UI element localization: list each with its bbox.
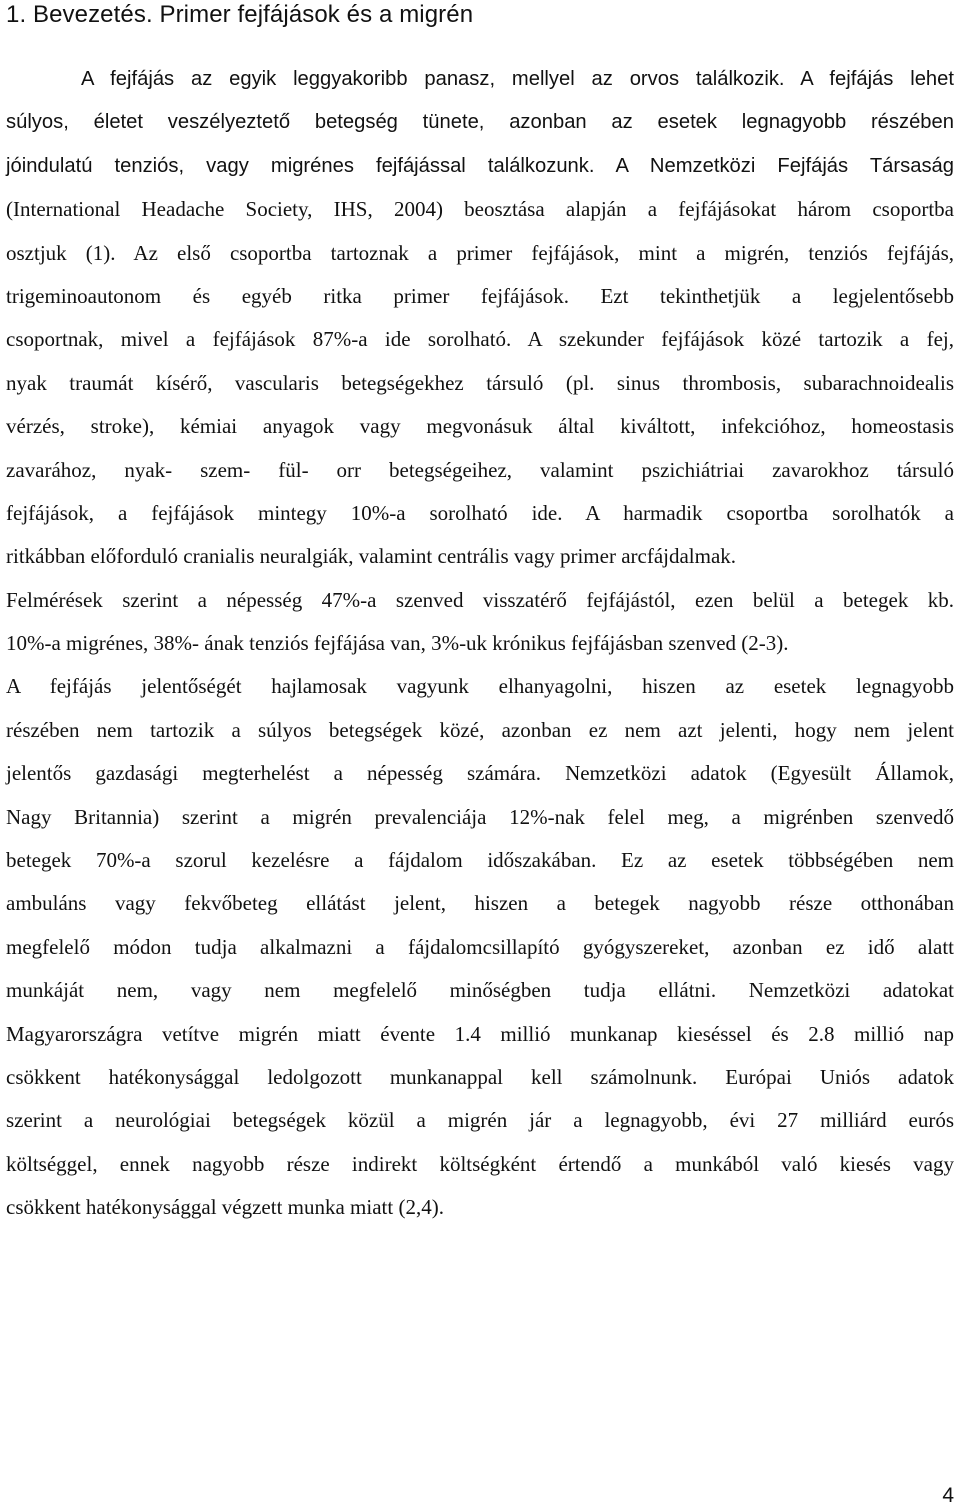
paragraph-line: súlyos, életet veszélyeztető betegség tünete, azonban az esetek legnagyobb részében (6, 111, 954, 134)
paragraph-line: 10%-a migrénes, 38%- ának tenziós fejfájása van, 3%-uk krónikus fejfájásban szenved (2-3). (6, 631, 789, 656)
paragraph-line: zavarához, nyak- szem- fül- orr betegségeihez, valamint pszichiátriai zavarokhoz társuló (6, 457, 954, 482)
paragraph-line: költséggel, ennek nagyobb része indirekt költségként értendő a munkából való kiesés vagy (6, 1151, 954, 1176)
page-number: 4 (942, 1484, 954, 1507)
paragraph-line: csoportnak, mivel a fejfájások 87%-a ide sorolható. A szekunder fejfájások közé tartozik a fej, (6, 327, 954, 352)
paragraph-line: munkáját nem, vagy nem megfelelő minőségben tudja ellátni. Nemzetközi adatokat (6, 978, 954, 1003)
paragraph-line: szerint a neurológiai betegségek közül a migrén jár a legnagyobb, évi 27 milliárd eurós (6, 1108, 954, 1133)
paragraph-line: (International Headache Society, IHS, 2004) beosztása alapján a fejfájásokat három csoportba (6, 197, 954, 222)
paragraph-line: nyak traumát kísérő, vascularis betegségekhez társuló (pl. sinus thrombosis, subarachnoidealis (6, 370, 954, 395)
section-heading: 1. Bevezetés. Primer fejfájások és a migrén (6, 1, 474, 28)
paragraph-line: ambuláns vagy fekvőbeteg ellátást jelent, hiszen a betegek nagyobb része otthonában (6, 891, 954, 916)
paragraph-line: jelentős gazdasági megterhelést a népesség számára. Nemzetközi adatok (Egyesült Államok, (6, 761, 954, 786)
paragraph-line: osztjuk (1). Az első csoportba tartoznak a primer fejfájások, mint a migrén, tenziós fejfájás, (6, 240, 954, 265)
paragraph-line: ritkábban előforduló cranialis neuralgiák, valamint centrális vagy primer arcfájdalmak. (6, 544, 737, 569)
paragraph-line: fejfájások, a fejfájások mintegy 10%-a sorolható ide. A harmadik csoportba sorolhatók a (6, 500, 954, 525)
paragraph-line: vérzés, stroke), kémiai anyagok vagy megvonásuk által kiváltott, infekcióhoz, homeostasis (6, 414, 954, 439)
paragraph-line: részében nem tartozik a súlyos betegségek közé, azonban ez nem azt jelenti, hogy nem jelent (6, 717, 954, 742)
paragraph-line: trigeminoautonom és egyéb ritka primer fejfájások. Ezt tekinthetjük a legjelentősebb (6, 283, 954, 308)
paragraph-line: Magyarországra vetítve migrén miatt évente 1.4 millió munkanap kieséssel és 2.8 millió nap (6, 1021, 954, 1046)
body-paragraph (6, 58, 954, 1230)
paragraph-line: megfelelő módon tudja alkalmazni a fájdalomcsillapító gyógyszereket, azonban ez idő alatt (6, 934, 954, 959)
paragraph-line: Felmérések szerint a népesség 47%-a szenved visszatérő fejfájástól, ezen belül a betegek kb. (6, 587, 954, 612)
paragraph-line: A fejfájás az egyik leggyakoribb panasz, mellyel az orvos találkozik. A fejfájás lehet (81, 68, 954, 90)
paragraph-line: A fejfájás jelentőségét hajlamosak vagyunk elhanyagolni, hiszen az esetek legnagyobb (6, 674, 954, 699)
paragraph-line: Nagy Britannia) szerint a migrén prevalenciája 12%-nak felel meg, a migrénben szenvedő (6, 804, 954, 829)
paragraph-line: csökkent hatékonysággal ledolgozott munkanappal kell számolnunk. Európai Uniós adatok (6, 1064, 954, 1089)
paragraph-line: csökkent hatékonysággal végzett munka miatt (2,4). (6, 1195, 444, 1220)
paragraph-line: jóindulatú tenziós, vagy migrénes fejfájással találkozunk. A Nemzetközi Fejfájás Társaság (6, 154, 954, 177)
paragraph-line: betegek 70%-a szorul kezelésre a fájdalom időszakában. Ez az esetek többségében nem (6, 848, 954, 873)
